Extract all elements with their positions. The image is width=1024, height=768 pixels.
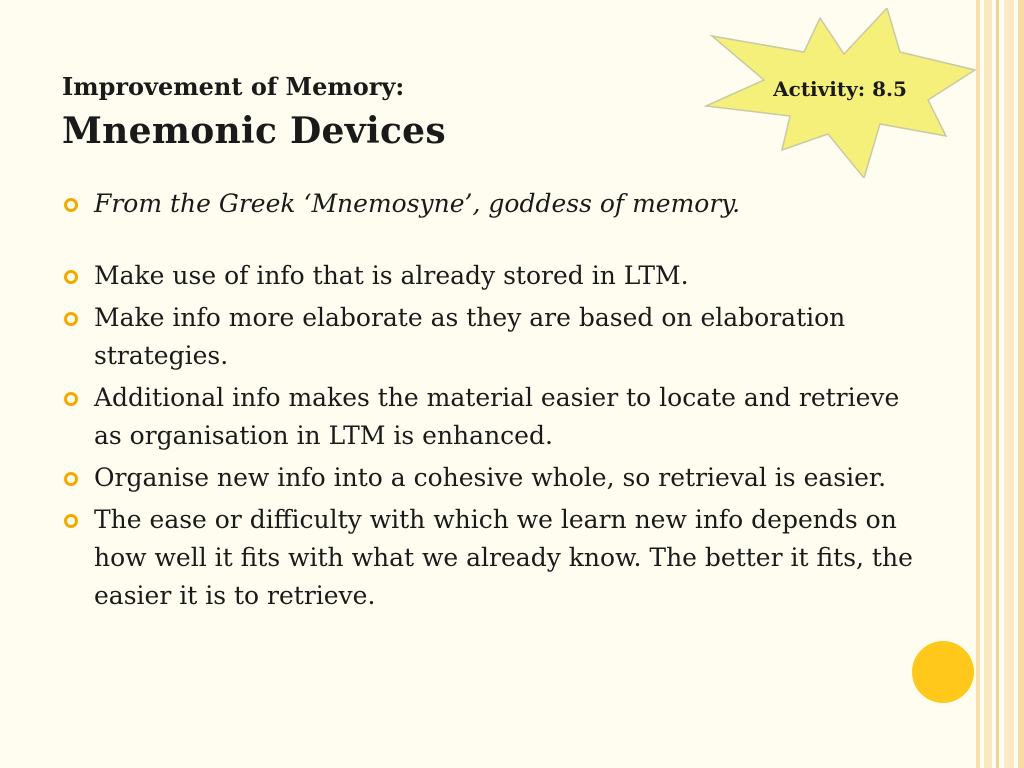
activity-label: Activity: 8.5 [773, 77, 907, 101]
bullet-ring-icon [64, 514, 78, 528]
bullet-ring-icon [64, 198, 78, 212]
bullet-item-4 [62, 379, 922, 455]
decorative-circle [912, 641, 974, 703]
bullet-text: Make use of info that is already stored in LTM. [94, 261, 689, 290]
slide-title: Mnemonic Devices [62, 110, 446, 152]
slide-subtitle: Improvement of Memory: [62, 72, 405, 101]
bullet-text: The ease or difficulty with which we learn new info depends on how well it fits with what we already know. The better it fits, the easier it is to retrieve. [94, 505, 913, 610]
decorative-side-stripes [974, 0, 1024, 768]
bullet-item-2 [62, 257, 922, 295]
bullet-ring-icon [64, 392, 78, 406]
bullet-text: Organise new info into a cohesive whole, so retrieval is easier. [94, 463, 887, 492]
bullet-item-3 [62, 299, 922, 375]
bullet-ring-icon [64, 472, 78, 486]
bullet-ring-icon [64, 312, 78, 326]
bullet-item-5 [62, 459, 922, 497]
bullet-text: Make info more elaborate as they are based on elaboration strategies. [94, 303, 846, 370]
bullet-list [62, 185, 922, 619]
bullet-ring-icon [64, 270, 78, 284]
bullet-item-6 [62, 501, 922, 615]
bullet-text: Additional info makes the material easier to locate and retrieve as organisation in LTM is enhanced. [94, 383, 900, 450]
bullet-item-1 [62, 185, 922, 223]
bullet-text: From the Greek ‘Mnemosyne’, goddess of memory. [94, 189, 741, 218]
